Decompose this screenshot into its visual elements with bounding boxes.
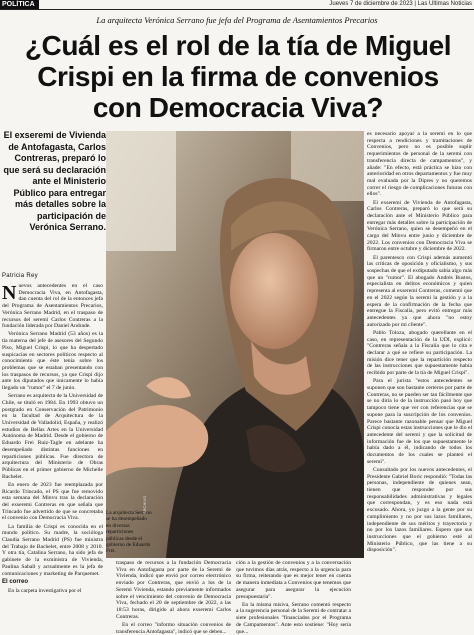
- paragraph: Consultado por los nuevos antecedentes, el Presidente Gabriel Boric respondió: "Todas las personas, independiente de quienes sean, tienen que responder por sus responsabilidades administrativas y legales que correspondan, y es eso nada está excusado. Ahora, yo juzgo a la gente por su cumplimiento y no por sus lazos familiares, independiente de sus méritos y trayectoria y no por los lazos familiares. Espero que sus instrucciones que el gobierno esté al Ministerio Público, que las tiene a su disposición".: [367, 466, 472, 554]
- paragraph: En enero de 2023 fue reemplazada por Ricardo Trincado, el PS que fue removido esta semana del Minvu tras la declaración del exseremi Contreras en que señala que Trincado fue advertido de que se concretaba el convenio con Democracia Viva.: [2, 481, 103, 522]
- column-bottom-2: [236, 560, 351, 635]
- photo-credit: ARCHIVO: [142, 495, 147, 514]
- paragraph: traspaso de recursos a la fundación Democracia Viva en Antofagasta por parte de la Seremi de Vivienda, indicó que envió por correo electrónico enviado por Contreras, que envió a los de la Seremi Vivienda, estando previamente informados sobre el vencimiento del convenio de Democracia Viva, fechado el 20 de septiembre de 2022, a las 18:53 horas, dirigido al ahora exseremi Carlos Contreras.: [116, 560, 231, 620]
- first-paragraph: Nuevos antecedentes en el caso Democracia Viva, en Antofagasta, dan cuenta del rol de la entonces jefa del Programa de Asentamientos Precarios, Verónica Serrano Madrid, en el traspaso de recursos del seremi Carlos Contreras a la fundación liderada por Daniel Andrade.: [2, 282, 103, 330]
- paragraph: En el correo "informo situación convenios de transferencia Antofagasta", indicó que se deben...: [116, 621, 231, 635]
- article-photo: [106, 131, 364, 558]
- date-source-line: Jueves 7 de diciembre de 2023 | Las Últimas Noticias: [329, 1, 472, 7]
- paragraph: La familia de Crispi es conocida en el mundo político. Su madre, la socióloga Claudia Serrano Madrid (PS) fue ministra del Trabajo de Bachelet, entre 2008 y 2010. Y otra tía, Catalina Serrano, ha sido jefa de gabinete de la exministra de Vivienda, Paulina Saball y actualmente es la jefa de comunicaciones y marketing de Parquemet.: [2, 523, 103, 577]
- paragraph: En la carpeta investigativa por el: [8, 588, 82, 595]
- column-right: [367, 131, 472, 606]
- paragraph: es necesario apoyar a la seremi en lo que respecta a rendiciones y tramitaciones de Convenios, pero no es posible suplir requerimientos de personal de la seremi con transferencia directa de campamentos", y añade: "En efecto, está práctica se hizo con anterioridad en otros departamentos y fue muy mal evaluada por la Dipres y no queremos correr el riesgo de complicaciones futuras con ellos".: [367, 131, 472, 198]
- paragraph: Verónica Serrano Madrid (53 años) es la tía materna del jefe de asesores del Segundo Piso, Miguel Crispi, lo que ha despertado suspicacias en sectores políticos respecto al conocimiento que éste tenía sobre los problemas que se estaban presentando con los traspasos de recursos, ya que Crispi dijo ante los diputados que únicamente lo había llegado un "rumor" el 7 de junio.: [2, 331, 103, 392]
- paragraph: Para el jurista "estos antecedentes se suponen que son bastante certeros por parte de Contreras, no se pueden ser tan fácilmente que se no diría lo de la instrucción pasó hoy que tampoco tiene que ver con referencias que se supone para la suscripción de los convenios. Parece bastante razonable pensar que Miguel Crispi conocía estas instrucciones que le dio el antecedente del seremi y que la solicitud de información fue de los que supuestamente le había dado a él, indicando de todos los documentos de los cuales se planteó el seremi".: [367, 378, 472, 465]
- paragraph: ción a la gestión de convenios y a la conversación que tuvimos días atrás, respecto a la urgencia para su firma, reiterando que es mejor tener en cuenta de manera inmediata a Convenios que tenemos que asegurar para asegurar la ejecución presupuestaria".: [236, 560, 351, 600]
- paragraph: El exseremi de Vivienda de Antofagasta, Carlos Contreras, preparó lo que será su declaración ante el Ministerio Público para entregar más detalles sobre la participación de Verónica Serrano, quien se desempeñó en el cargo del Minvu entre junio y diciembre de 2022. Los convenios con Democracia Viva se firmaron entre octubre y diciembre de 2022.: [367, 199, 472, 253]
- top-bar: [0, 0, 474, 10]
- portrait-illustration: [106, 131, 364, 558]
- paragraph: En la misma misiva, Serrano comentó respecto a la sugerencia personal de la Seremi de contratar a siete profesionales "financiados por el Programa de Campamentos". Ante esto sostiene: "Hoy sería que...: [236, 601, 351, 635]
- photo-caption: La arquitecta Serrano se ha desempeñado en diversas reparticiones públicas desde el gobierno de Eduardo Frei.: [106, 510, 152, 555]
- byline: Patricia Rey: [2, 273, 38, 279]
- column-bottom-1: [116, 560, 231, 635]
- paragraph: El parentesco con Crispi además aumentó las críticas de oposición y oficialismo, y sus sospechas de que el exdiputado sabía algo más que un "rumor". El abogado Andrés Bustos, especialista en delitos económicos y quien representa al exseremi Contreras, comentó que en el 2022 según la seremi la gestión y a la espera de la confirmación de la fecha que entregue la Fiscalía, pero evitó entregar más antecedentes ya que ahora "no estoy autorizado por mi cliente".: [367, 254, 472, 328]
- headline: ¿Cuál es el rol de la tía de Miguel Crispi en la firma de convenios con Democracia Viva?: [24, 30, 452, 123]
- lead-paragraph: El exseremi de Vivienda de Antofagasta, Carlos Contreras, preparó lo que será su declaración ante el Ministerio Público para entregar más detalles sobre la participación de Verónica Serrano.: [3, 130, 106, 232]
- column-left: [2, 283, 103, 606]
- paragraph: Pablo Toloza, abogado querellante en el caso, en representación de la UDI, explicó: "Contreras señala a la Fiscalía que lo cita e declarar a qué se refiere su participación. La misión dice tener que la repartición respecto de las instrucciones que supuestamente había recibido por parte de la tía de Miguel Crispi".: [367, 329, 472, 377]
- drop-cap: N: [2, 282, 17, 304]
- kicker: La arquitecta Verónica Serrano fue jefa del Programa de Asentamientos Precarios: [96, 15, 378, 25]
- subhead: El correo: [2, 579, 29, 586]
- section-label: POLÍTICA: [0, 0, 39, 9]
- paragraph: Serrano es arquitecta de la Universidad de Chile, se tituló en 1984. En 1993 obtuvo un postgrado en Conservación del Patrimonio en la facultad de Arquitectura de la Universidad de Valladolid, España, y realizó estudios de Bellas Artes en la Universidad Autónoma de Madrid. Desde el gobierno de Eduardo Frei Ruiz-Tagle en adelante ha desempeñado distintas funciones en reparticiones públicas. Fue directora de arquitectura del Ministerio de Obras Públicas en el primer gobierno de Michelle Bachelet.: [2, 393, 103, 480]
